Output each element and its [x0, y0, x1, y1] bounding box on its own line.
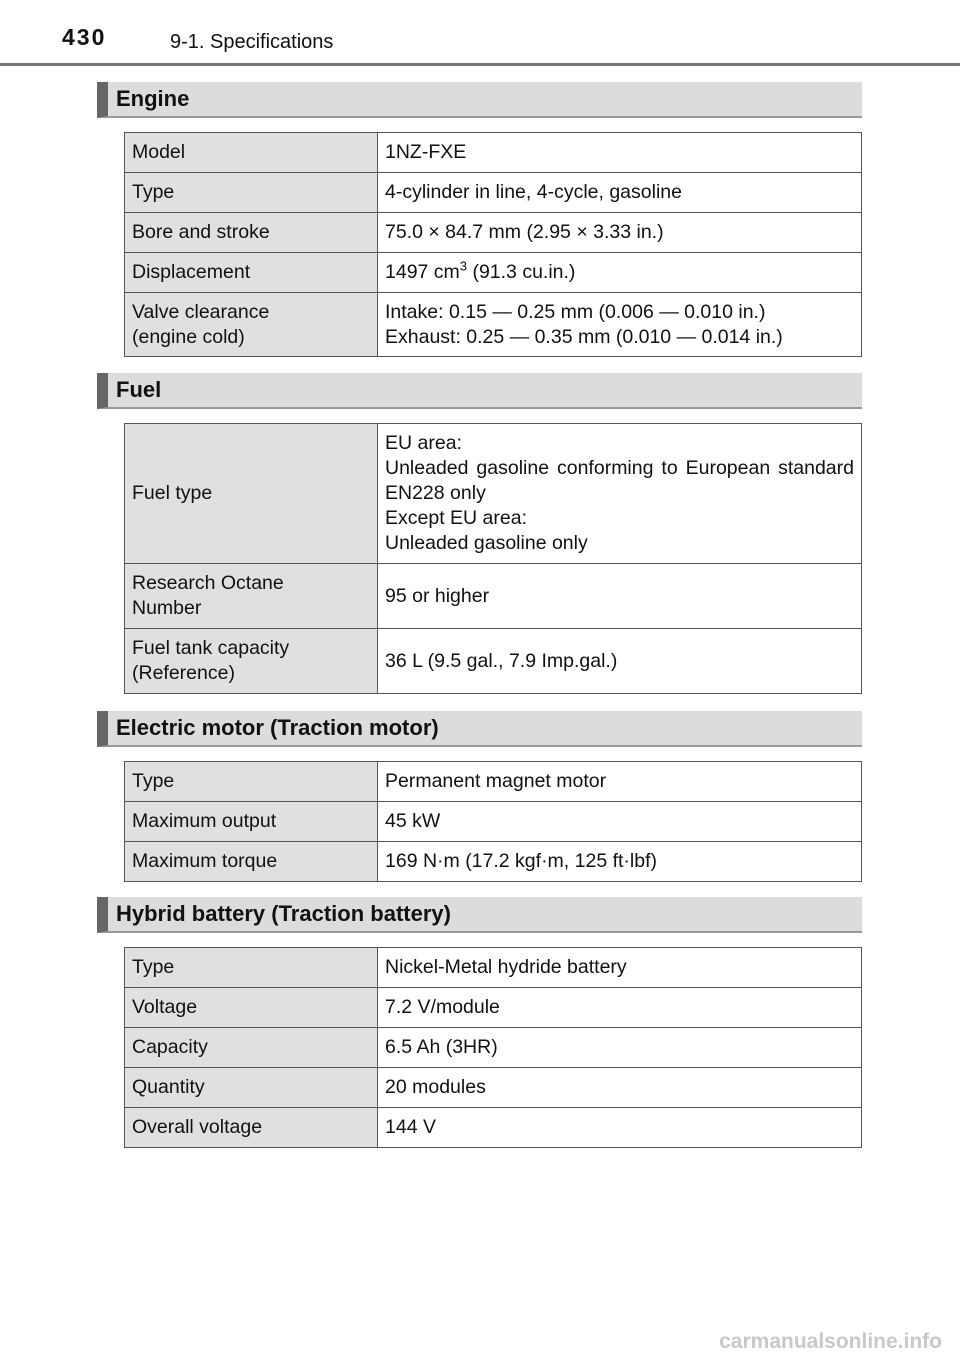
spec-label: Quantity	[125, 1068, 378, 1108]
battery-section-heading	[97, 897, 862, 933]
chapter-title: 9-1. Specifications	[170, 31, 334, 53]
battery-spec-table	[124, 947, 862, 1148]
motor-spec-table	[124, 761, 862, 882]
spec-value: 45 kW	[378, 802, 862, 842]
engine-section-heading	[97, 82, 862, 118]
engine-title: Engine	[116, 86, 190, 111]
motor-section-heading	[97, 711, 862, 747]
motor-title: Electric motor (Traction motor)	[116, 715, 439, 740]
spec-label: Type	[125, 948, 378, 988]
spec-label: Fuel type	[125, 424, 378, 564]
spec-value-line: EU area:	[385, 432, 462, 454]
fuel-section-heading	[97, 373, 862, 409]
spec-label-line: Fuel tank capacity	[132, 637, 290, 659]
table-row	[125, 629, 862, 694]
spec-value: 6.5 Ah (3HR)	[378, 1028, 862, 1068]
spec-label-line: (engine cold)	[132, 325, 245, 348]
spec-value-line: Unleaded gasoline conforming to European standard EN228 only	[385, 457, 854, 504]
spec-value: 1NZ-FXE	[378, 133, 862, 173]
spec-label: Maximum output	[125, 802, 378, 842]
table-row	[125, 213, 862, 253]
table-row	[125, 842, 862, 882]
spec-value: 95 or higher	[378, 564, 862, 629]
spec-value-line: Unleaded gasoline only	[385, 532, 588, 554]
table-row	[125, 1068, 862, 1108]
spec-label: Type	[125, 762, 378, 802]
engine-section	[97, 82, 862, 348]
spec-label: Capacity	[125, 1028, 378, 1068]
spec-label: Model	[125, 133, 378, 173]
table-row	[125, 133, 862, 173]
spec-value: 7.2 V/module	[378, 988, 862, 1028]
spec-label-line: Number	[132, 597, 202, 619]
battery-title: Hybrid battery (Traction battery)	[116, 901, 451, 926]
table-row	[125, 948, 862, 988]
fuel-title: Fuel	[116, 377, 162, 402]
spec-label	[125, 629, 378, 694]
displacement-value: 1497 cm	[385, 261, 460, 283]
spec-value: 4-cylinder in line, 4-cycle, gasoline	[378, 173, 862, 213]
table-row	[125, 988, 862, 1028]
spec-label-line: (Reference)	[132, 662, 235, 684]
spec-label: Type	[125, 173, 378, 213]
spec-label	[125, 564, 378, 629]
table-row	[125, 293, 862, 357]
table-row	[125, 564, 862, 629]
spec-label-line: Research Octane	[132, 572, 284, 594]
table-row	[125, 173, 862, 213]
table-row	[125, 253, 862, 293]
table-row	[125, 1108, 862, 1148]
spec-label: Voltage	[125, 988, 378, 1028]
spec-label	[125, 293, 378, 357]
spec-value	[378, 253, 862, 293]
header-divider	[0, 63, 960, 66]
motor-section	[97, 711, 862, 872]
spec-label: Maximum torque	[125, 842, 378, 882]
spec-value-line: Except EU area:	[385, 507, 527, 529]
spec-label: Bore and stroke	[125, 213, 378, 253]
spec-label-line: Valve clearance	[132, 300, 270, 323]
spec-value: 144 V	[378, 1108, 862, 1148]
spec-value	[378, 293, 862, 357]
watermark: carmanualsonline.info	[719, 1330, 942, 1353]
spec-value: 169 N·m (17.2 kgf·m, 125 ft·lbf)	[378, 842, 862, 882]
engine-spec-table	[124, 132, 862, 357]
table-row	[125, 802, 862, 842]
spec-value: 36 L (9.5 gal., 7.9 Imp.gal.)	[378, 629, 862, 694]
fuel-section	[97, 373, 862, 684]
spec-value: Nickel-Metal hydride battery	[378, 948, 862, 988]
spec-value-line: Intake: 0.15 — 0.25 mm (0.006 — 0.010 in.)	[385, 300, 766, 323]
spec-value: 75.0 × 84.7 mm (2.95 × 3.33 in.)	[378, 213, 862, 253]
spec-label: Overall voltage	[125, 1108, 378, 1148]
table-row	[125, 1028, 862, 1068]
spec-value: Permanent magnet motor	[378, 762, 862, 802]
fuel-spec-table	[124, 423, 862, 694]
spec-value: 20 modules	[378, 1068, 862, 1108]
page-header	[0, 0, 960, 68]
spec-value-line: Exhaust: 0.25 — 0.35 mm (0.010 — 0.014 in.)	[385, 325, 783, 348]
unit-superscript: 3	[459, 258, 468, 274]
spec-value	[378, 424, 862, 564]
table-row	[125, 424, 862, 564]
table-row	[125, 762, 862, 802]
page-number: 430	[62, 24, 107, 50]
battery-section	[97, 897, 862, 1138]
spec-label: Displacement	[125, 253, 378, 293]
displacement-value-suffix: (91.3 cu.in.)	[467, 261, 576, 283]
